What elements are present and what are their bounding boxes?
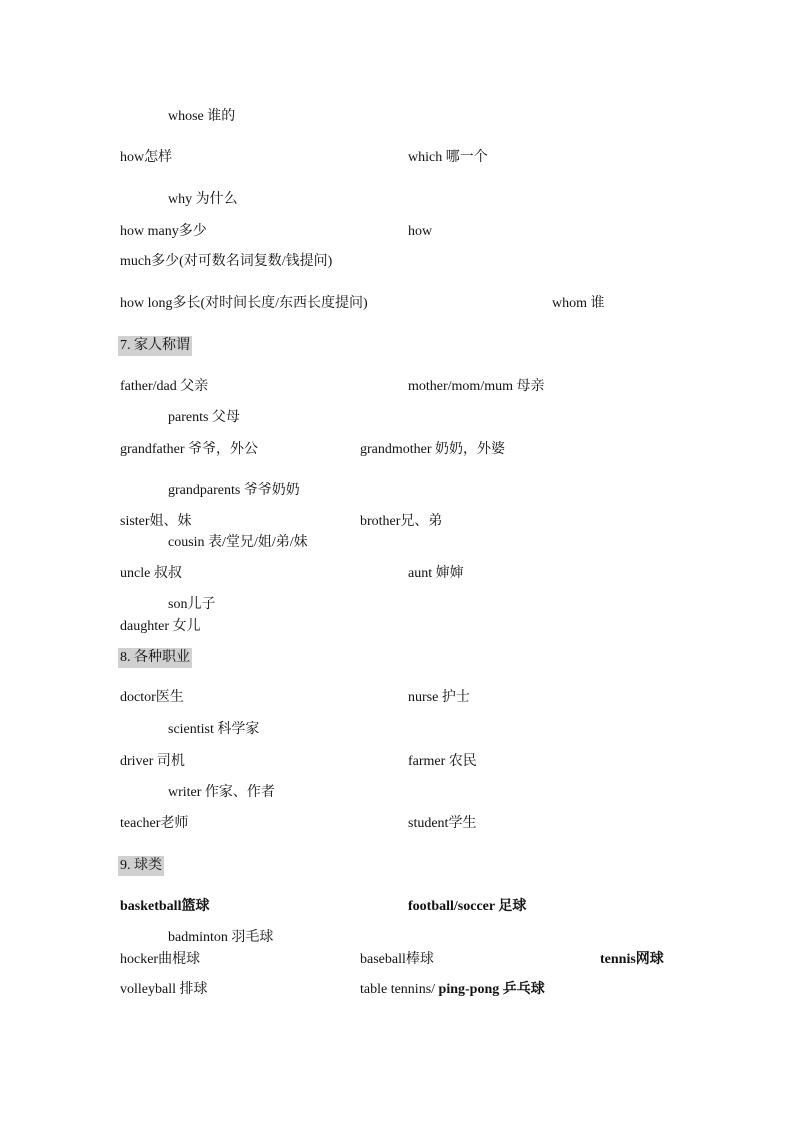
word-mother: mother/mom/mum 母亲 — [408, 379, 545, 394]
line-how-word: how — [408, 224, 433, 239]
word-badminton: badminton 羽毛球 — [168, 930, 274, 945]
word-uncle: uncle 叔叔 — [120, 566, 182, 581]
word-aunt: aunt 婶婶 — [408, 566, 464, 581]
word-brother: brother兄、弟 — [360, 514, 443, 529]
section-heading-jobs: 8. 各种职业 — [118, 648, 192, 668]
word-table-tennis — [360, 981, 545, 999]
line-why: why 为什么 — [168, 192, 238, 207]
line-much: much多少(对可数名词复数/钱提问) — [120, 254, 333, 269]
line-how-long: how long多长(对时间长度/东西长度提问) — [120, 296, 368, 311]
word-grandmother: grandmother 奶奶，外婆 — [360, 442, 506, 457]
word-grandparents: grandparents 爷爷奶奶 — [168, 483, 300, 498]
section-heading-family: 7. 家人称谓 — [118, 336, 192, 356]
word-student: student学生 — [408, 816, 477, 831]
word-basketball: basketball篮球 — [120, 899, 210, 914]
line-which: which 哪一个 — [408, 150, 488, 165]
word-parents: parents 父母 — [168, 410, 240, 425]
word-grandfather: grandfather 爷爷，外公 — [120, 442, 259, 457]
word-football: football/soccer 足球 — [408, 899, 527, 914]
table-tennis-prefix: table tennins/ — [360, 982, 439, 997]
line-how: how怎样 — [120, 150, 173, 165]
word-farmer: farmer 农民 — [408, 754, 477, 769]
word-baseball: baseball棒球 — [360, 952, 434, 967]
word-doctor: doctor医生 — [120, 690, 184, 705]
word-father: father/dad 父亲 — [120, 379, 209, 394]
word-cousin: cousin 表/堂兄/姐/弟/妹 — [168, 535, 308, 550]
line-whom: whom 谁 — [552, 296, 605, 311]
word-writer: writer 作家、作者 — [168, 785, 275, 800]
line-whose: whose 谁的 — [168, 109, 236, 124]
word-hocker: hocker曲棍球 — [120, 952, 201, 967]
word-nurse: nurse 护士 — [408, 690, 470, 705]
word-teacher: teacher老师 — [120, 816, 189, 831]
section-heading-balls: 9. 球类 — [118, 856, 164, 876]
word-tennis: tennis网球 — [600, 952, 664, 967]
line-how-many: how many多少 — [120, 224, 207, 239]
word-son: son儿子 — [168, 597, 216, 612]
ping-pong-label: ping-pong — [438, 982, 500, 997]
word-sister: sister姐、妹 — [120, 514, 192, 529]
word-daughter: daughter 女儿 — [120, 619, 201, 634]
word-volleyball: volleyball 排球 — [120, 982, 208, 997]
pingpang-cn-label: 乒乓球 — [499, 982, 545, 997]
word-scientist: scientist 科学家 — [168, 722, 260, 737]
word-driver: driver 司机 — [120, 754, 185, 769]
